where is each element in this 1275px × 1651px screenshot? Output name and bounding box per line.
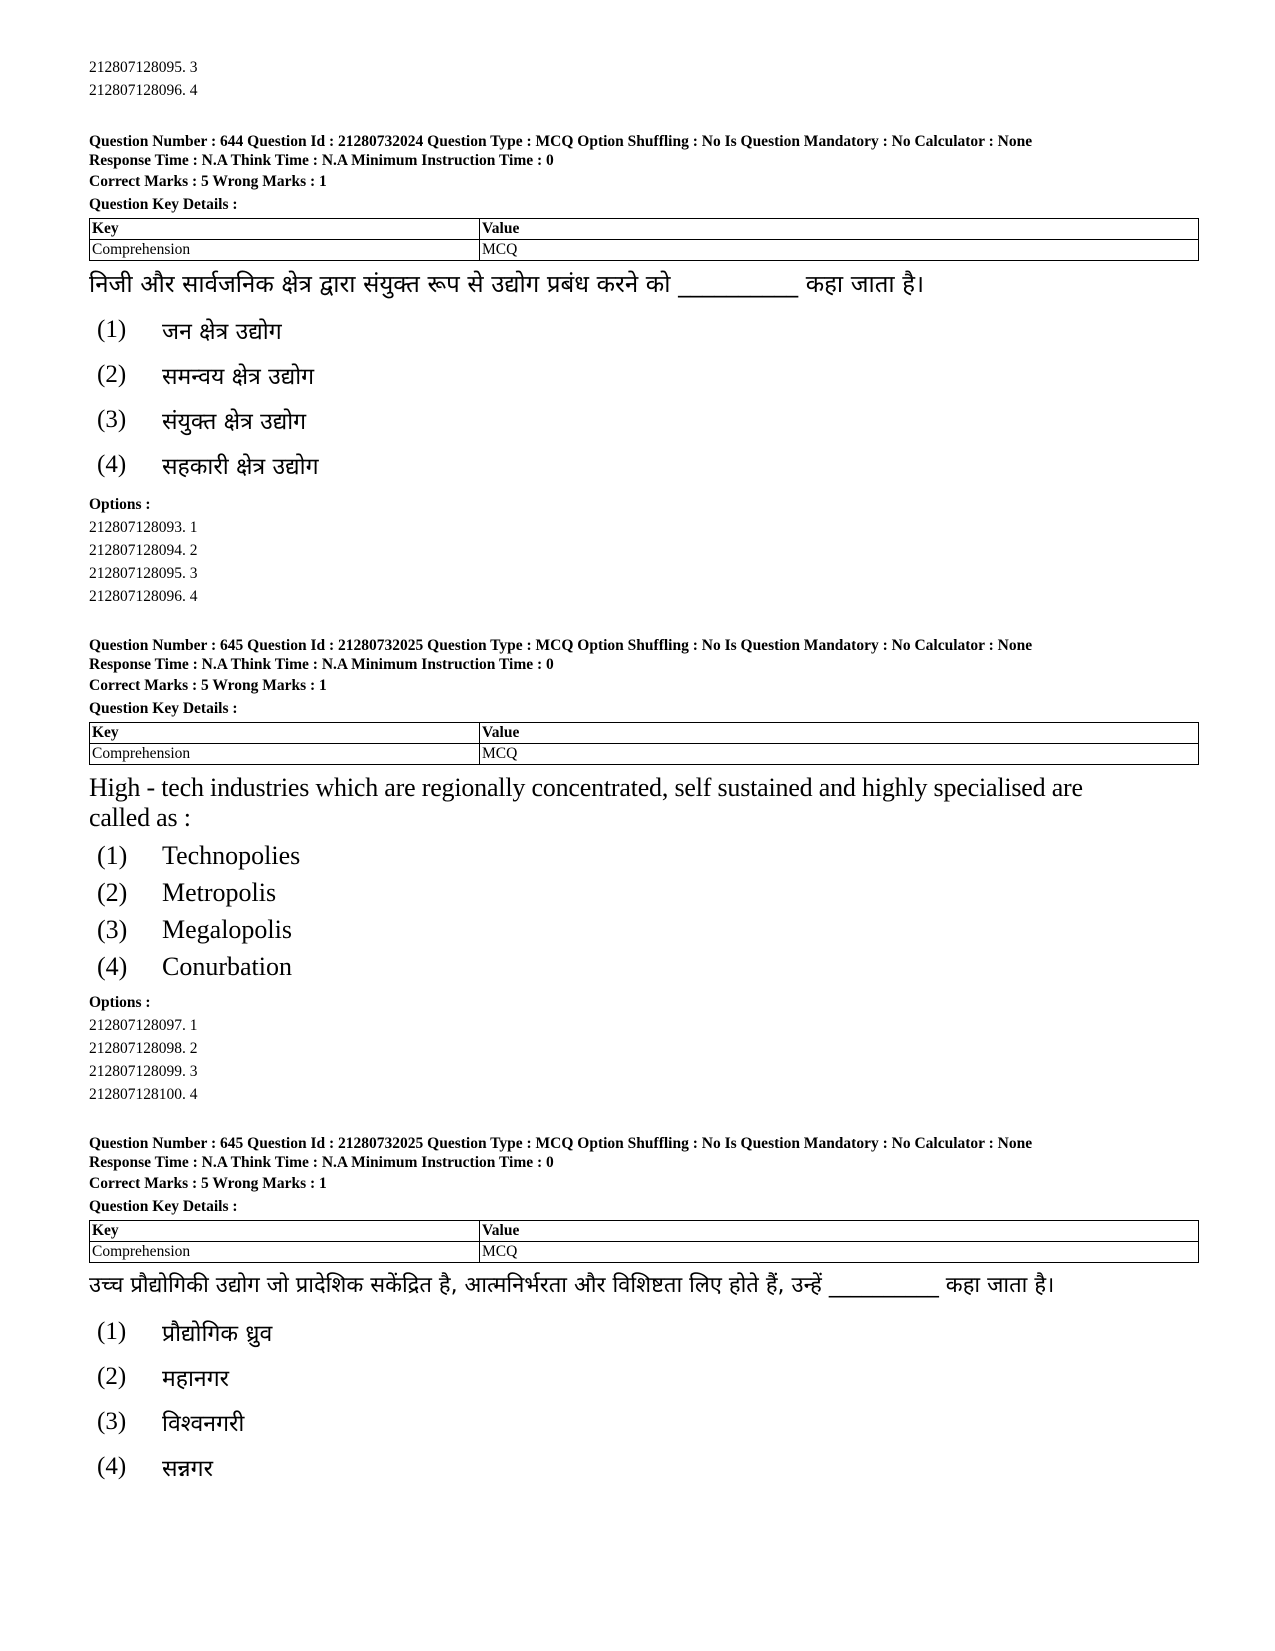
choice-item [89, 837, 1199, 874]
question-text: निजी और सार्वजनिक क्षेत्र द्वारा संयुक्त रूप से उद्योग प्रबंध करने को __________ कहा जाता है। [89, 270, 925, 298]
table-cell-key: Comprehension [90, 744, 480, 765]
choice-number: (2) [97, 360, 127, 388]
table-row [90, 1242, 1199, 1263]
option-id: 212807128100. 4 [89, 1086, 198, 1103]
choice-item [89, 911, 1199, 948]
question-timing: Response Time : N.A Think Time : N.A Minimum Instruction Time : 0 [89, 152, 554, 169]
question-marks: Correct Marks : 5 Wrong Marks : 1 [89, 173, 327, 190]
table-header-row [90, 723, 1199, 744]
choice-item [89, 1309, 1199, 1354]
question-key-table [89, 722, 1199, 765]
choice-list [89, 1309, 1199, 1489]
question-block-645-hi [89, 1134, 1199, 1489]
option-id: 212807128097. 1 [89, 1017, 198, 1034]
choice-text: संयुक्त क्षेत्र उद्योग [162, 408, 307, 435]
table-header-value: Value [480, 723, 1199, 744]
choice-item [89, 948, 1199, 985]
option-id: 212807128096. 4 [89, 82, 198, 99]
choice-text: समन्वय क्षेत्र उद्योग [162, 363, 315, 390]
table-cell-key: Comprehension [90, 240, 480, 261]
choice-text: Megalopolis [162, 914, 292, 944]
choice-number: (1) [97, 1317, 127, 1345]
question-header: Question Number : 645 Question Id : 21280732025 Question Type : MCQ Option Shuffling : No Is Question Mandatory : No Calculator : None [89, 637, 1033, 654]
option-id: 212807128098. 2 [89, 1040, 198, 1057]
choice-number: (2) [97, 1362, 127, 1390]
options-label: Options : [89, 994, 151, 1011]
choice-text: Conurbation [162, 951, 292, 981]
choice-item [89, 1354, 1199, 1399]
choice-number: (4) [97, 1452, 127, 1480]
choice-item [89, 307, 1199, 352]
table-header-key: Key [90, 219, 480, 240]
table-cell-value: MCQ [480, 240, 1199, 261]
choice-number: (4) [97, 951, 128, 981]
choice-item [89, 442, 1199, 487]
table-cell-value: MCQ [480, 744, 1199, 765]
option-id: 212807128093. 1 [89, 519, 198, 536]
option-id: 212807128099. 3 [89, 1063, 198, 1080]
question-marks: Correct Marks : 5 Wrong Marks : 1 [89, 677, 327, 694]
question-key-details-label: Question Key Details : [89, 700, 238, 717]
table-header-key: Key [90, 1221, 480, 1242]
choice-number: (2) [97, 877, 128, 907]
question-text [89, 773, 1199, 833]
choice-number: (4) [97, 450, 127, 478]
choice-number: (1) [97, 315, 127, 343]
choice-text: Technopolies [162, 840, 301, 870]
option-id: 212807128096. 4 [89, 588, 198, 605]
choice-text: विश्वनगरी [162, 1410, 245, 1437]
choice-text: सहकारी क्षेत्र उद्योग [162, 453, 319, 480]
option-id: 212807128095. 3 [89, 565, 198, 582]
choice-number: (1) [97, 840, 128, 870]
choice-item [89, 1444, 1199, 1489]
choice-number: (3) [97, 1407, 127, 1435]
option-id: 212807128094. 2 [89, 542, 198, 559]
question-timing: Response Time : N.A Think Time : N.A Minimum Instruction Time : 0 [89, 656, 554, 673]
choice-text: सन्नगर [162, 1455, 214, 1482]
table-row [90, 240, 1199, 261]
table-cell-value: MCQ [480, 1242, 1199, 1263]
choice-item [89, 352, 1199, 397]
table-header-value: Value [480, 1221, 1199, 1242]
question-block-645-en [89, 636, 1199, 1106]
table-header-key: Key [90, 723, 480, 744]
choice-number: (3) [97, 914, 128, 944]
question-marks: Correct Marks : 5 Wrong Marks : 1 [89, 1175, 327, 1192]
choice-item [89, 397, 1199, 442]
table-header-row [90, 219, 1199, 240]
question-key-table [89, 1220, 1199, 1263]
choice-text: Metropolis [162, 877, 277, 907]
choice-text: महानगर [162, 1365, 230, 1392]
choice-text: जन क्षेत्र उद्योग [162, 318, 282, 345]
question-text-line: called as : [89, 803, 191, 832]
table-header-row [90, 1221, 1199, 1242]
option-id: 212807128095. 3 [89, 59, 198, 76]
choice-list [89, 307, 1199, 487]
question-key-details-label: Question Key Details : [89, 1198, 238, 1215]
choice-number: (3) [97, 405, 127, 433]
question-header: Question Number : 644 Question Id : 21280732024 Question Type : MCQ Option Shuffling : No Is Question Mandatory : No Calculator : None [89, 133, 1033, 150]
question-timing: Response Time : N.A Think Time : N.A Minimum Instruction Time : 0 [89, 1154, 554, 1171]
choice-text: प्रौद्योगिक ध्रुव [162, 1320, 273, 1347]
table-cell-key: Comprehension [90, 1242, 480, 1263]
table-header-value: Value [480, 219, 1199, 240]
top-options-list [89, 56, 1199, 102]
question-text-line: High - tech industries which are regionally concentrated, self sustained and highly specialised are [89, 773, 1083, 802]
question-text: उच्च प्रौद्योगिकी उद्योग जो प्रादेशिक सकेंद्रित है, आत्मनिर्भरता और विशिष्टता लिए होते हैं, उन्हें __________ कहा जाता है। [89, 1273, 1055, 1298]
question-key-table [89, 218, 1199, 261]
question-block-644 [89, 132, 1199, 608]
choice-item [89, 1399, 1199, 1444]
choice-list [89, 837, 1199, 985]
choice-item [89, 874, 1199, 911]
options-label: Options : [89, 496, 151, 513]
document-page [89, 56, 1199, 1489]
question-key-details-label: Question Key Details : [89, 196, 238, 213]
question-header: Question Number : 645 Question Id : 21280732025 Question Type : MCQ Option Shuffling : No Is Question Mandatory : No Calculator : None [89, 1135, 1033, 1152]
table-row [90, 744, 1199, 765]
